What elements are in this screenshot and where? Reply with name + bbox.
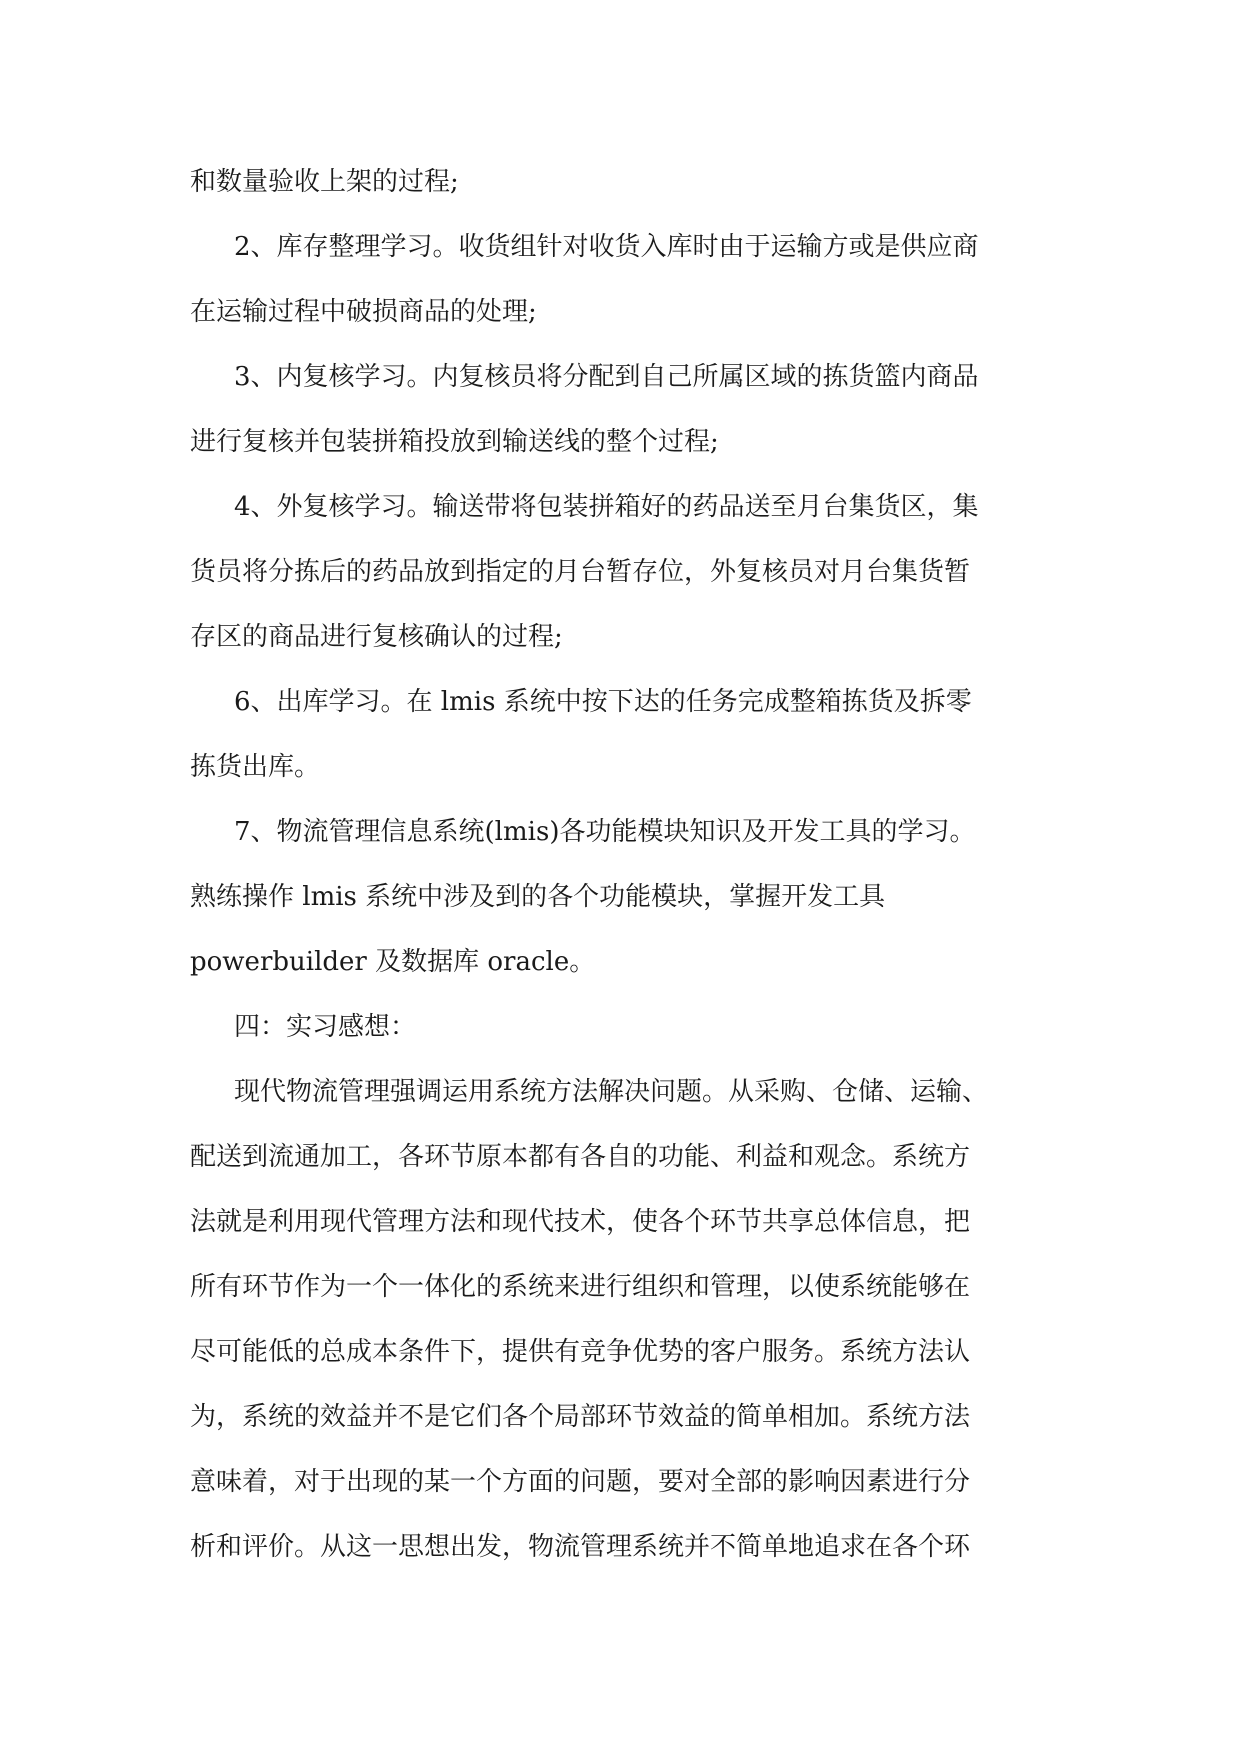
text-line: powerbuilder 及数据库 oracle。 [190,947,596,977]
text-line: 进行复核并包装拼箱投放到输送线的整个过程; [190,427,719,457]
paragraph-outbound-line: 6、出库学习。在 lmis 系统中按下达的任务完成整箱拣货及拆零 [234,687,972,717]
text-line: 所有环节作为一个一体化的系统来进行组织和管理，以使系统能够在 [190,1272,971,1302]
paragraph-reflection-line: 现代物流管理强调运用系统方法解决问题。从采购、仓储、运输、 [234,1077,989,1107]
text-line: 为，系统的效益并不是它们各个局部环节效益的简单相加。系统方法 [190,1402,971,1432]
text-line: 析和评价。从这一思想出发，物流管理系统并不简单地追求在各个环 [190,1532,971,1562]
text-line: 在运输过程中破损商品的处理; [190,297,537,327]
paragraph-outer-check-line: 4、外复核学习。输送带将包装拼箱好的药品送至月台集货区，集 [234,492,979,522]
text-line: 拣货出库。 [190,752,321,782]
document-body [190,150,1070,1580]
section-heading: 四：实习感想： [234,1012,417,1042]
text-line: 意味着，对于出现的某一个方面的问题，要对全部的影响因素进行分 [190,1467,971,1497]
text-line: 和数量验收上架的过程; [190,167,459,197]
text-line: 配送到流通加工，各环节原本都有各自的功能、利益和观念。系统方 [190,1142,971,1172]
paragraph-inner-check-line: 3、内复核学习。内复核员将分配到自己所属区域的拣货篮内商品 [234,362,979,392]
text-line: 存区的商品进行复核确认的过程; [190,622,563,652]
text-line: 法就是利用现代管理方法和现代技术，使各个环节共享总体信息，把 [190,1207,971,1237]
paragraph-inventory-line: 2、库存整理学习。收货组针对收货入库时由于运输方或是供应商 [234,232,979,262]
paragraph-lmis-line: 7、物流管理信息系统(lmis)各功能模块知识及开发工具的学习。 [234,817,976,847]
text-line: 熟练操作 lmis 系统中涉及到的各个功能模块，掌握开发工具 [190,882,886,912]
text-line: 尽可能低的总成本条件下，提供有竞争优势的客户服务。系统方法认 [190,1337,971,1367]
text-line: 货员将分拣后的药品放到指定的月台暂存位，外复核员对月台集货暂 [190,557,971,587]
